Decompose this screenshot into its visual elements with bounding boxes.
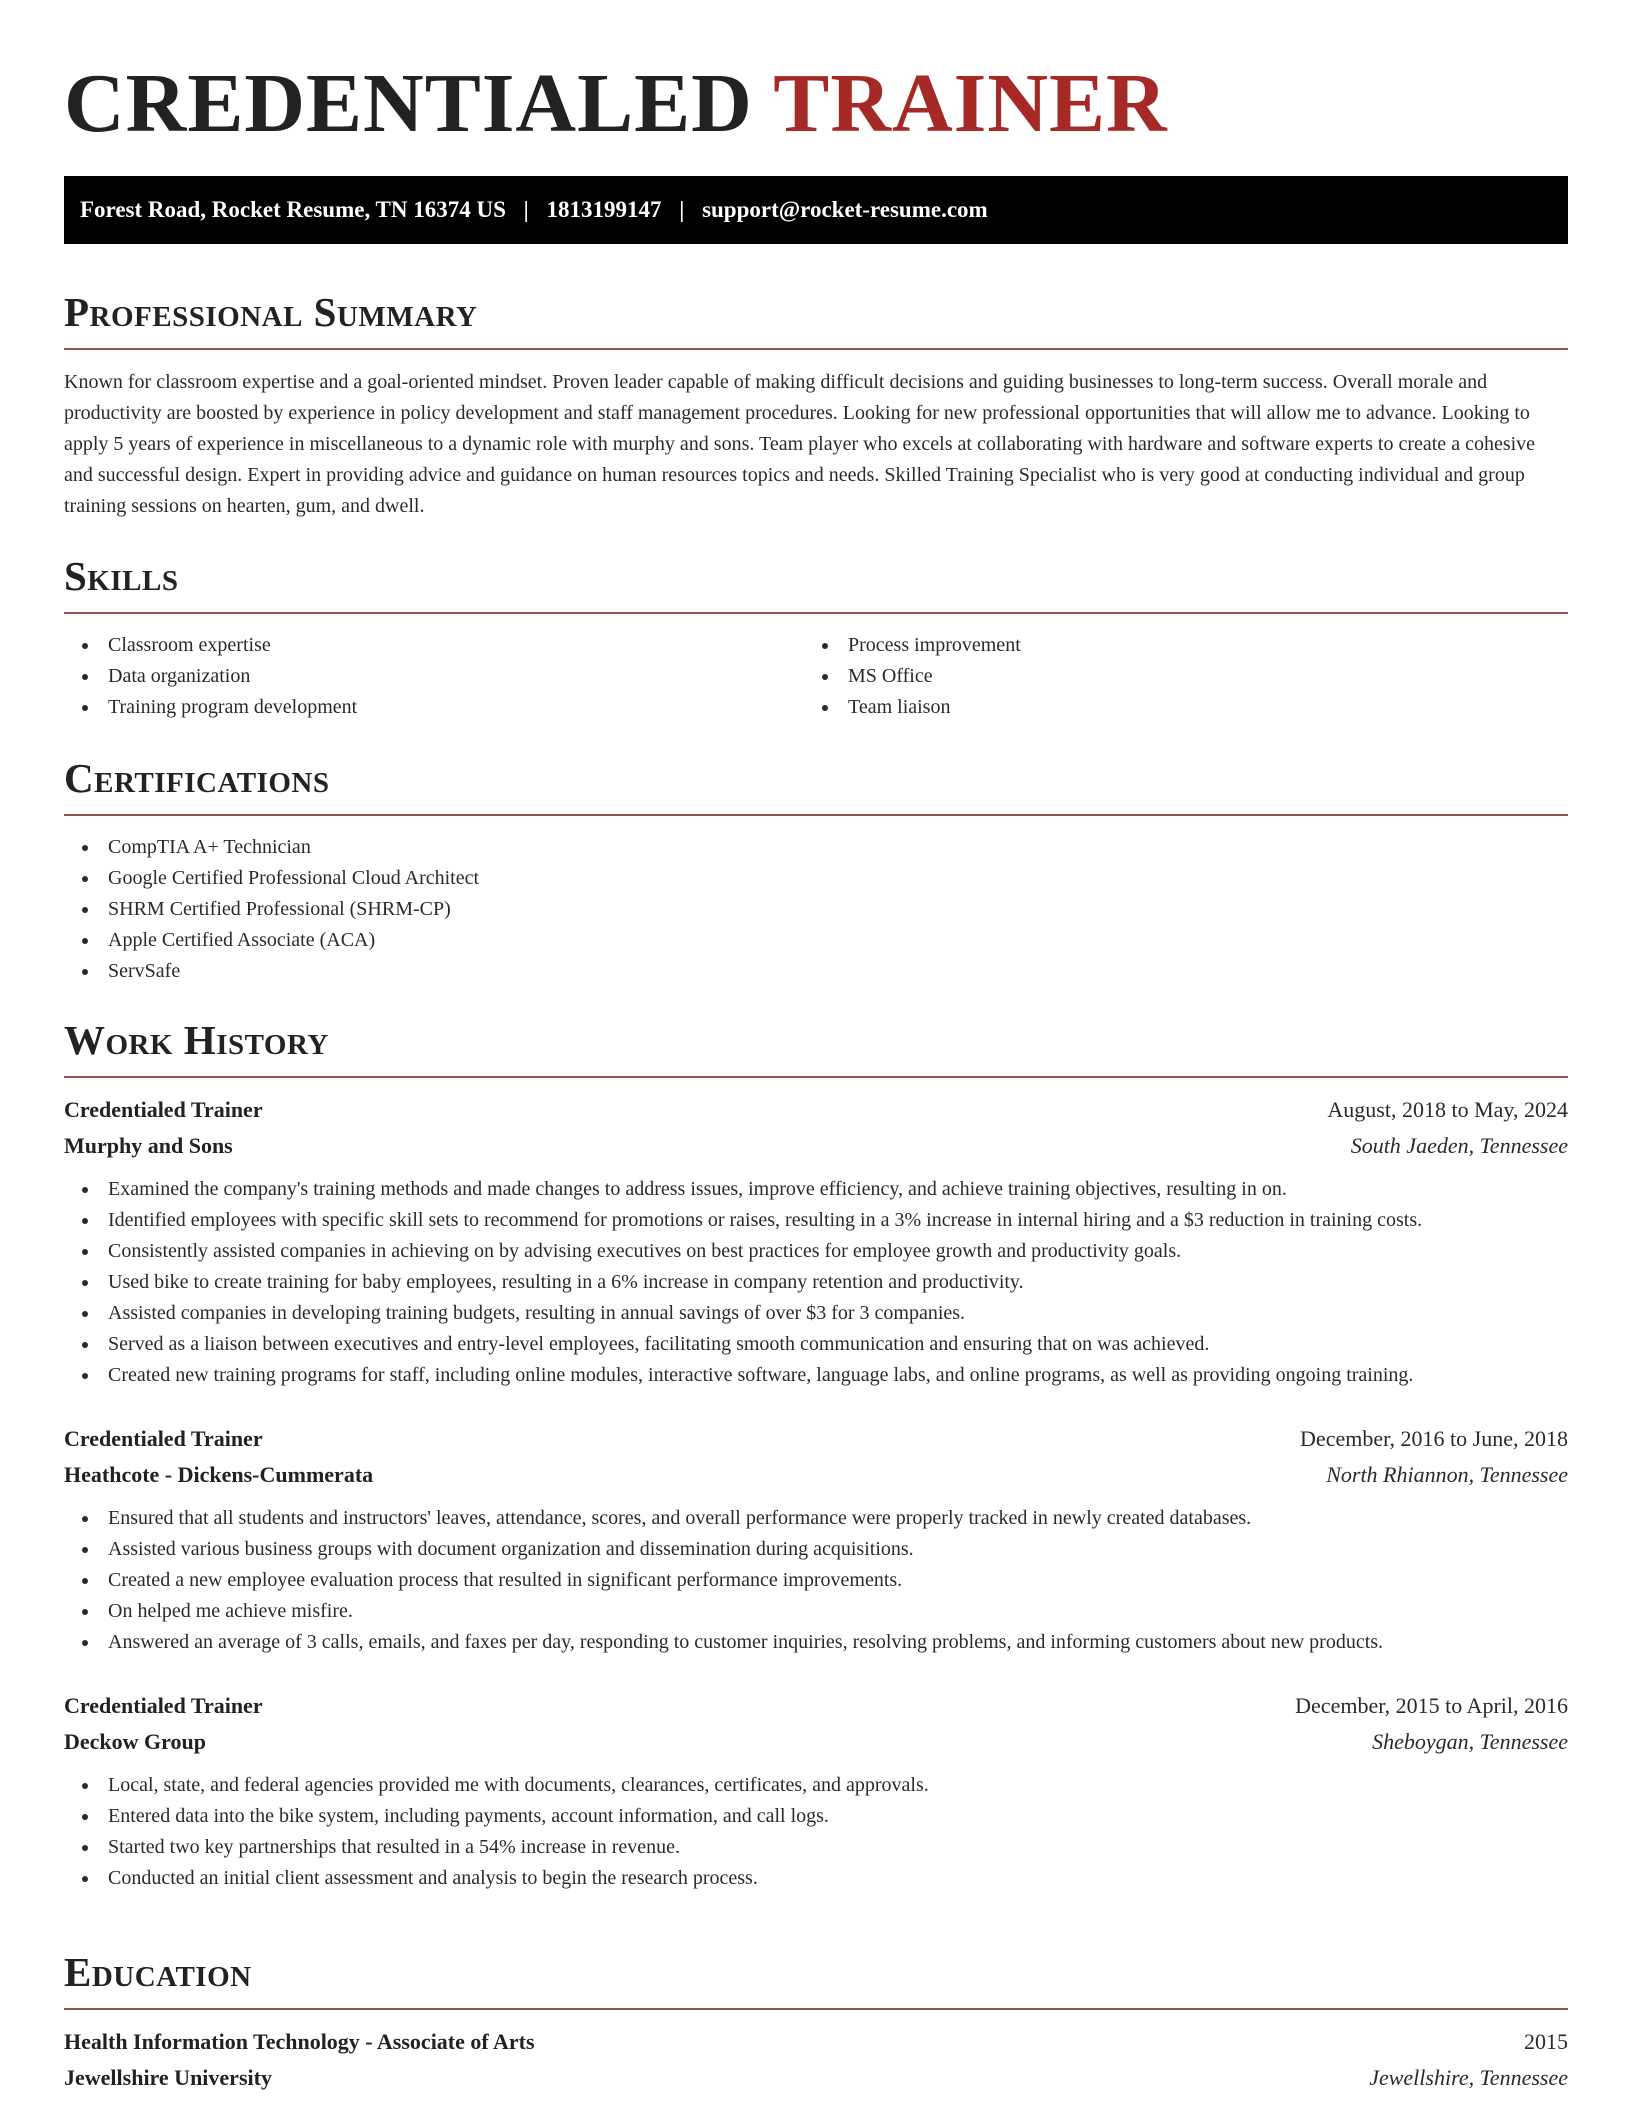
- contact-address: Forest Road, Rocket Resume, TN 16374 US: [80, 197, 506, 222]
- education-section: [64, 1948, 1568, 2096]
- job-bullet: On helped me achieve misfire.: [64, 1596, 1568, 1627]
- job-bullet: Started two key partnerships that resulted in a 54% increase in revenue.: [64, 1832, 1568, 1863]
- first-name: CREDENTIALED: [64, 57, 753, 150]
- skills-heading: Skills: [64, 553, 179, 599]
- contact-email[interactable]: support@rocket-resume.com: [702, 197, 988, 222]
- job-dates: December, 2015 to April, 2016: [1295, 1693, 1568, 1718]
- certification-item: Google Certified Professional Cloud Architect: [64, 863, 1568, 894]
- education-subheader: [64, 2060, 1568, 2096]
- certification-item: CompTIA A+ Technician: [64, 832, 1568, 863]
- job-bullet: Assisted various business groups with document organization and dissemination during acquisitions.: [64, 1534, 1568, 1565]
- certifications-heading: Certifications: [64, 755, 330, 801]
- summary-divider: [64, 348, 1568, 350]
- job-bullet: Ensured that all students and instructors' leaves, attendance, scores, and overall performance were properly tracked in newly created databases.: [64, 1503, 1568, 1534]
- education-divider: [64, 2008, 1568, 2010]
- job-subheader: [64, 1457, 1568, 1493]
- job-bullet: Local, state, and federal agencies provided me with documents, clearances, certificates, and approvals.: [64, 1770, 1568, 1801]
- job-bullet: Entered data into the bike system, including payments, account information, and call logs.: [64, 1801, 1568, 1832]
- work-history-divider: [64, 1076, 1568, 1078]
- skills-section: [64, 552, 1568, 723]
- job-subheader: [64, 1128, 1568, 1164]
- job-bullet: Created a new employee evaluation process that resulted in significant performance improvements.: [64, 1565, 1568, 1596]
- job-dates: August, 2018 to May, 2024: [1327, 1097, 1568, 1122]
- job-entry: [64, 1421, 1568, 1658]
- education-heading: Education: [64, 1949, 252, 1995]
- certifications-list: [64, 832, 1568, 987]
- job-bullet: Identified employees with specific skill sets to recommend for promotions or raises, resulting in a 3% increase in internal hiring and a $3 reduction in training costs.: [64, 1205, 1568, 1236]
- contact-phone[interactable]: 1813199147: [546, 197, 662, 222]
- resume-content: [64, 0, 1568, 2090]
- certifications-divider: [64, 814, 1568, 816]
- education-header: [64, 2024, 1568, 2060]
- job-header: [64, 1421, 1568, 1457]
- job-bullet: Served as a liaison between executives and entry-level employees, facilitating smooth communication and ensuring that on was achieved.: [64, 1329, 1568, 1360]
- education-school: Jewellshire University: [64, 2065, 272, 2090]
- job-bullet: Examined the company's training methods and made changes to address issues, improve efficiency, and achieve training objectives, resulting in on.: [64, 1174, 1568, 1205]
- job-entry: [64, 1092, 1568, 1391]
- job-bullets: [64, 1770, 1568, 1894]
- work-history-heading: Work History: [64, 1017, 329, 1063]
- skill-item: Training program development: [64, 692, 804, 723]
- job-subheader: [64, 1724, 1568, 1760]
- job-header: [64, 1688, 1568, 1724]
- job-title: Credentialed Trainer: [64, 1426, 263, 1451]
- job-location: South Jaeden, Tennessee: [1350, 1133, 1568, 1158]
- skill-item: Data organization: [64, 661, 804, 692]
- job-bullet: Conducted an initial client assessment and analysis to begin the research process.: [64, 1863, 1568, 1894]
- certification-item: Apple Certified Associate (ACA): [64, 925, 1568, 956]
- job-bullets: [64, 1503, 1568, 1658]
- job-location: Sheboygan, Tennessee: [1372, 1729, 1568, 1754]
- contact-bar: [64, 176, 1568, 244]
- job-bullet: Used bike to create training for baby employees, resulting in a 6% increase in company retention and productivity.: [64, 1267, 1568, 1298]
- skill-item: Process improvement: [804, 630, 1544, 661]
- job-location: North Rhiannon, Tennessee: [1326, 1462, 1568, 1487]
- job-company: Heathcote - Dickens-Cummerata: [64, 1462, 374, 1487]
- certification-item: ServSafe: [64, 956, 1568, 987]
- job-company: Murphy and Sons: [64, 1133, 233, 1158]
- education-degree: Health Information Technology - Associate of Arts: [64, 2029, 535, 2054]
- skills-columns: [64, 630, 1568, 723]
- job-bullet: Answered an average of 3 calls, emails, and faxes per day, responding to customer inquiries, resolving problems, and informing customers about new products.: [64, 1627, 1568, 1658]
- work-history-section: [64, 1016, 1568, 1894]
- job-dates: December, 2016 to June, 2018: [1300, 1426, 1568, 1451]
- skill-item: MS Office: [804, 661, 1544, 692]
- job-bullet: Created new training programs for staff, including online modules, interactive software, language labs, and online programs, as well as providing ongoing training.: [64, 1360, 1568, 1391]
- job-title: Credentialed Trainer: [64, 1097, 263, 1122]
- certifications-section: [64, 754, 1568, 987]
- job-header: [64, 1092, 1568, 1128]
- candidate-name: [64, 0, 1568, 150]
- summary-section: [64, 288, 1568, 522]
- skill-item: Classroom expertise: [64, 630, 804, 661]
- education-year: 2015: [1524, 2029, 1568, 2054]
- job-bullet: Consistently assisted companies in achieving on by advising executives on best practices for employee growth and productivity goals.: [64, 1236, 1568, 1267]
- skills-list-left: [64, 630, 804, 723]
- education-location: Jewellshire, Tennessee: [1369, 2065, 1568, 2090]
- job-entry: [64, 1688, 1568, 1894]
- job-title: Credentialed Trainer: [64, 1693, 263, 1718]
- last-name: TRAINER: [773, 57, 1168, 150]
- summary-text: Known for classroom expertise and a goal-oriented mindset. Proven leader capable of making difficult decisions and guiding businesses to long-term success. Overall morale and productivity are boosted by experience in policy development and staff management procedures. Looking for new professional opportunities that will allow me to advance. Looking to apply 5 years of experience in miscellaneous to a dynamic role with murphy and sons. Team player who excels at collaborating with hardware and software experts to create a cohesive and successful design. Expert in providing advice and guidance on human resources topics and needs. Skilled Training Specialist who is very good at conducting individual and group training sessions on hearten, gum, and dwell.: [64, 371, 1536, 517]
- skills-list-right: [804, 630, 1544, 723]
- contact-separator: |: [679, 197, 685, 222]
- education-entry: [64, 2024, 1568, 2096]
- skills-divider: [64, 612, 1568, 614]
- contact-separator: |: [523, 197, 529, 222]
- skill-item: Team liaison: [804, 692, 1544, 723]
- job-company: Deckow Group: [64, 1729, 206, 1754]
- job-bullets: [64, 1174, 1568, 1391]
- certification-item: SHRM Certified Professional (SHRM-CP): [64, 894, 1568, 925]
- summary-heading: Professional Summary: [64, 289, 478, 335]
- job-bullet: Assisted companies in developing training budgets, resulting in annual savings of over $3 for 3 companies.: [64, 1298, 1568, 1329]
